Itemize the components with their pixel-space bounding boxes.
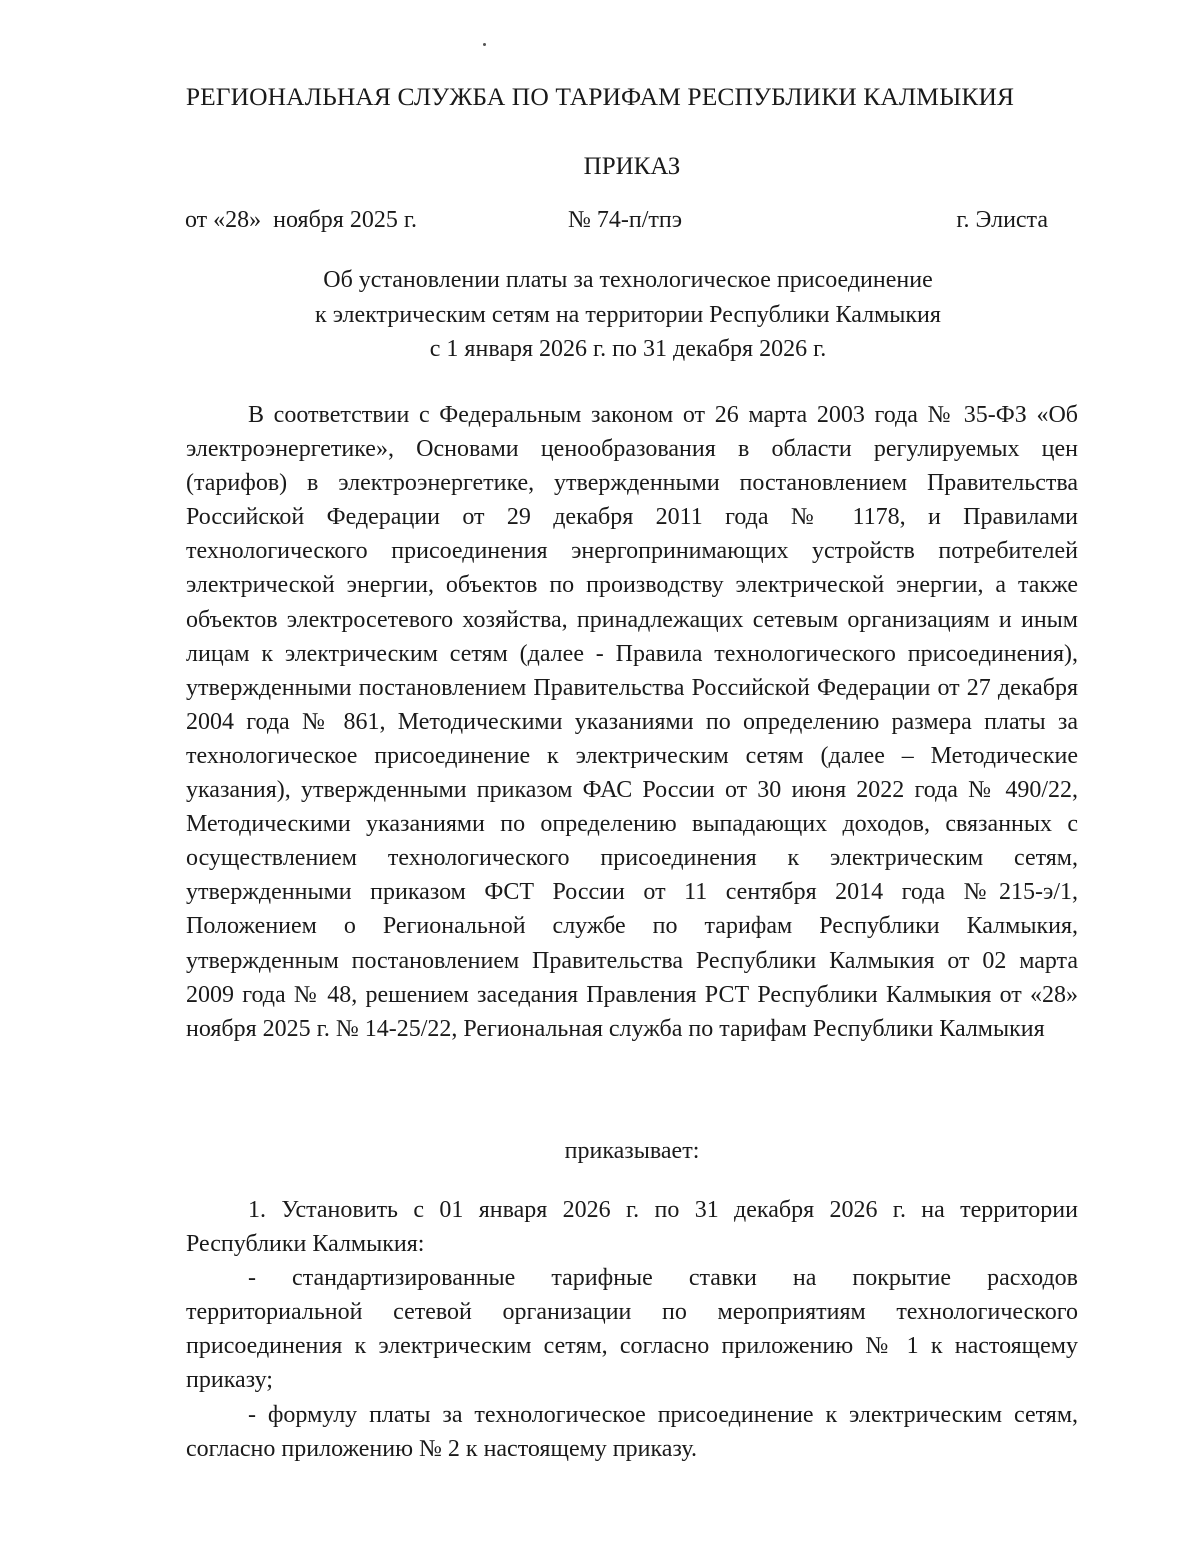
document-title xyxy=(0,263,1200,367)
order-date: от «28» ноября 2025 г. xyxy=(185,207,417,233)
clauses-section xyxy=(186,1193,1078,1466)
title-line-3: с 1 января 2026 г. по 31 декабря 2026 г. xyxy=(429,336,827,362)
preamble-section xyxy=(186,398,1078,1046)
clause-1: 1. Установить с 01 января 2026 г. по 31 декабря 2026 г. на территории Республики Калмыкия: xyxy=(186,1197,1078,1258)
orders-word: приказывает: xyxy=(564,1138,700,1164)
title-line-2: к электрическим сетям на территории Республики Калмыкия xyxy=(315,301,941,328)
order-number: № 74-п/тпэ xyxy=(568,207,683,233)
clause-1-item-1: - стандартизированные тарифные ставки на покрытие расходов территориальной сетевой организации по мероприятиям технологического присоединения к электрическим сетям, согласно приложению № 1 к настоящему приказу; xyxy=(186,1265,1078,1394)
clause-1-item-2: - формулу платы за технологическое присоединение к электрическим сетям, согласно приложению № 2 к настоящему приказу. xyxy=(186,1401,1078,1462)
preamble-paragraph: В соответствии с Федеральным законом от 26 марта 2003 года № 35-ФЗ «Об электроэнергетике», Основами ценообразования в области регулируемых цен (тарифов) в электроэнергетике, утвержденными постановлением Правительства Российской Федерации от 29 декабря 2011 года № 1178, и Правилами технологического присоединения энергопринимающих устройств потребителей электрической энергии, объектов по производству электрической энергии, а также объектов электросетевого хозяйства, принадлежащих сетевым организациям и иным лицам к электрическим сетям (далее - Правила технологического присоединения), утвержденными постановлением Правительства Российской Федерации от 27 декабря 2004 года № 861, Методическими указаниями по определению размера платы за технологическое присоединение к электрическим сетям (далее – Методические указания), утвержденными приказом ФАС России от 30 июня 2022 года № 490/22, Методическими указаниями по определению выпадающих доходов, связанных с осуществлением технологического присоединения к электрическим сетям, утвержденными приказом ФСТ России от 11 сентября 2014 года №215-э/1, Положением о Региональной службе по тарифам Республики Калмыкия, утвержденным постановлением Правительства Республики Калмыкия от 02 марта 2009 года № 48, решением заседания Правления РСТ Республики Калмыкия от «28» ноября 2025 г. № 14-25/22, Региональная служба по тарифам Республики Калмыкия xyxy=(186,402,1078,1042)
document-type: ПРИКАЗ xyxy=(583,153,681,180)
scan-speck xyxy=(483,43,486,46)
organization-heading: РЕГИОНАЛЬНАЯ СЛУЖБА ПО ТАРИФАМ РЕСПУБЛИКИ КАЛМЫКИЯ xyxy=(185,82,1015,111)
order-city: г. Элиста xyxy=(956,207,1048,233)
title-line-1: Об установлении платы за технологическое присоединение xyxy=(323,267,933,293)
